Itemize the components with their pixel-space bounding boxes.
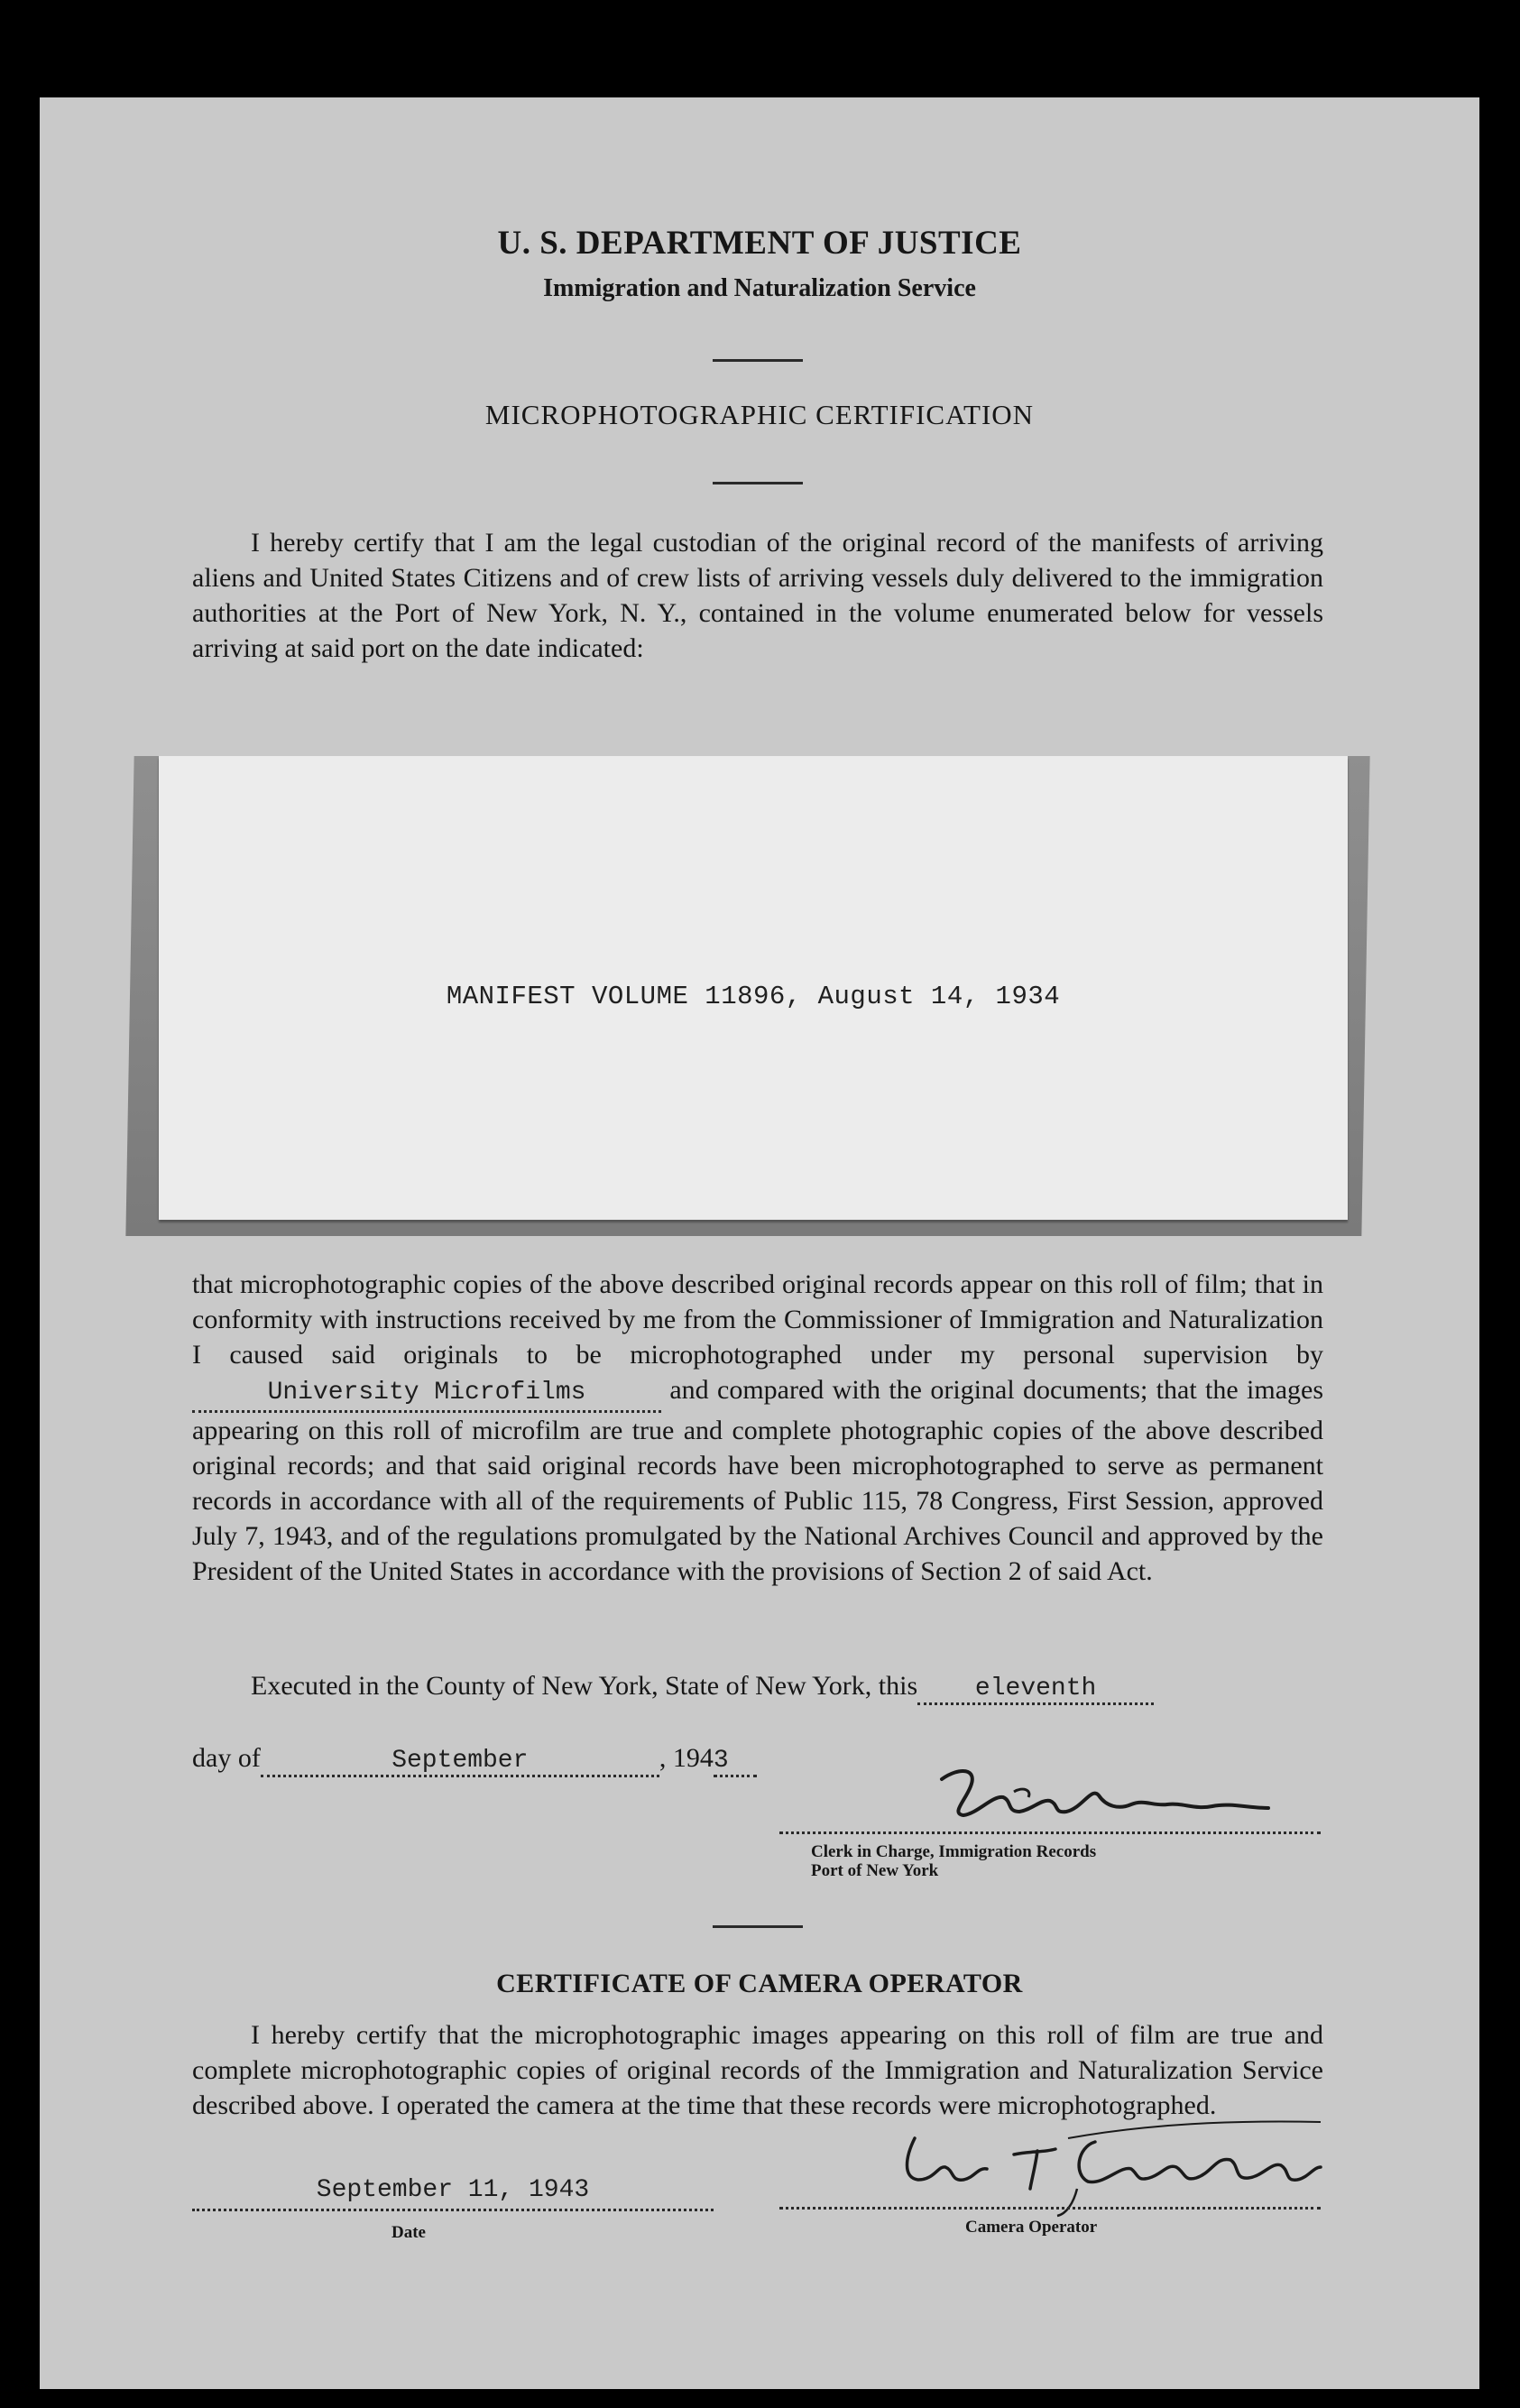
year-prefix: , 194 (659, 1743, 714, 1773)
service-subtitle: Immigration and Naturalization Service (543, 274, 976, 302)
supervisor-field (192, 1372, 661, 1413)
certification-heading: MICROPHOTOGRAPHIC CERTIFICATION (484, 399, 1035, 430)
supervisor-value: University Microfilms (267, 1379, 586, 1407)
certificate-page (40, 97, 1479, 2389)
intro-paragraph: I hereby certify that I am the legal custodian of the original record of the manifests of arriving aliens and United States Citizens and of crew lists of arriving vessels duly delivered to the immigration authorities at the Port of New York, N. Y., contained in the volume enumerated below for vessels arriving at said port on the date indicated: (192, 528, 1323, 663)
year-digit: 3 (713, 1747, 729, 1775)
clerk-title-line1: Clerk in Charge, Immigration Records (811, 1842, 1097, 1861)
divider-rule-top (713, 359, 803, 362)
body-text-after-supervisor: and compared with the original documents; that the images appearing on this roll of microfilm are true and complete photographic copies of the above described original records; and that said original records have been microphotographed to serve as permanent records in accordance with all of the requirements of Public 115, 78 Congress, First Session, approved July 7, 1943, and of the regulations promulgated by the National Archives Council and approved by the President of the United States in accordance with the provisions of Section 2 of said Act. (192, 1375, 1323, 1586)
clerk-signature (906, 1759, 1330, 1831)
day-of-line (192, 1743, 757, 1777)
month-value: September (392, 1747, 529, 1775)
clerk-title-line2: Port of New York (811, 1861, 939, 1880)
execution-line (251, 1671, 1324, 1705)
date-value: September 11, 1943 (316, 2176, 590, 2204)
date-label: Date (392, 2223, 426, 2242)
manifest-volume-text: MANIFEST VOLUME 11896, August 14, 1934 (446, 982, 1061, 1011)
year-field (714, 1743, 757, 1777)
day-value: eleventh (974, 1675, 1097, 1702)
divider-rule-second (713, 482, 803, 484)
clerk-signature-line (779, 1831, 1321, 1834)
date-field (192, 2174, 714, 2211)
department-title: U. S. DEPARTMENT OF JUSTICE (497, 225, 1022, 262)
divider-rule-third (713, 1925, 803, 1928)
day-field (917, 1671, 1154, 1705)
camera-certificate-paragraph: I hereby certify that the microphotographic images appearing on this roll of film are true and complete microphotographic copies of original records of the Immigration and Naturalization Service described above. I operated the camera at the time that these records were microphotographed. (192, 2020, 1323, 2120)
camera-operator-label: Camera Operator (965, 2218, 1098, 2237)
camera-certificate-heading: CERTIFICATE OF CAMERA OPERATOR (496, 1969, 1023, 1998)
month-field (261, 1743, 659, 1777)
execution-prefix: Executed in the County of New York, State of New York, this (251, 1671, 918, 1701)
operator-signature-line (779, 2207, 1321, 2210)
body-text-before-supervisor: that microphotographic copies of the above described original records appear on this roll of film; that in conformity with instructions received by me from the Commissioner of Immigration and Naturalization I caused said originals to be microphotographed under my personal supervision by (192, 1269, 1323, 1370)
day-of-label: day of (192, 1743, 261, 1773)
certification-body (192, 1267, 1323, 1589)
camera-operator-signature (852, 2102, 1357, 2219)
manifest-insert-card (159, 756, 1348, 1220)
